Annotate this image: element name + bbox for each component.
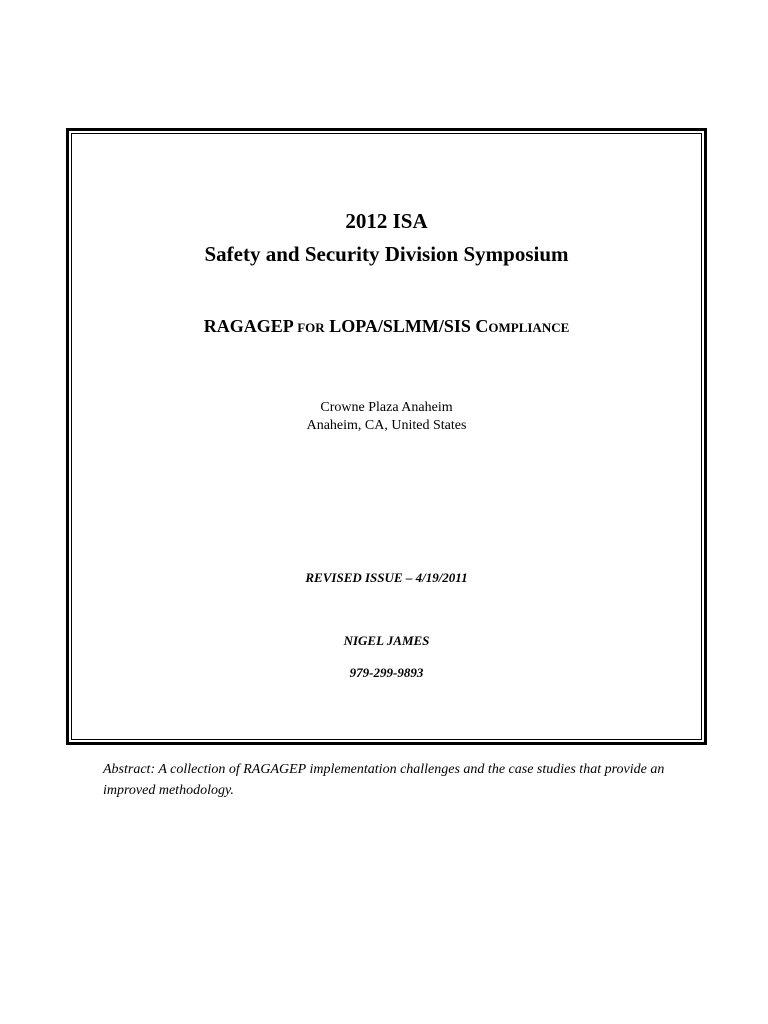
venue-name: Crowne Plaza Anaheim — [320, 400, 453, 415]
paper-title-part-3: LOPA/SLMM/SIS C — [324, 316, 489, 336]
symposium-name-title: Safety and Security Division Symposium — [204, 242, 569, 266]
paper-title-part-4: OMPLIANCE — [488, 320, 570, 335]
paper-title — [71, 313, 702, 341]
paper-title-part-2: FOR — [297, 320, 325, 335]
revised-issue-date: REVISED ISSUE – 4/19/2011 — [305, 570, 468, 585]
paper-title-part-1: RAGAGEP — [203, 316, 298, 336]
venue-location: Anaheim, CA, United States — [306, 418, 467, 433]
symposium-year-title: 2012 ISA — [345, 209, 428, 233]
author-name: NIGEL JAMES — [343, 633, 430, 648]
abstract-text: Abstract: A collection of RAGAGEP implementation challenges and the case studies that provide an improved methodology. — [103, 762, 665, 798]
author-phone: 979-299-9893 — [349, 665, 424, 680]
